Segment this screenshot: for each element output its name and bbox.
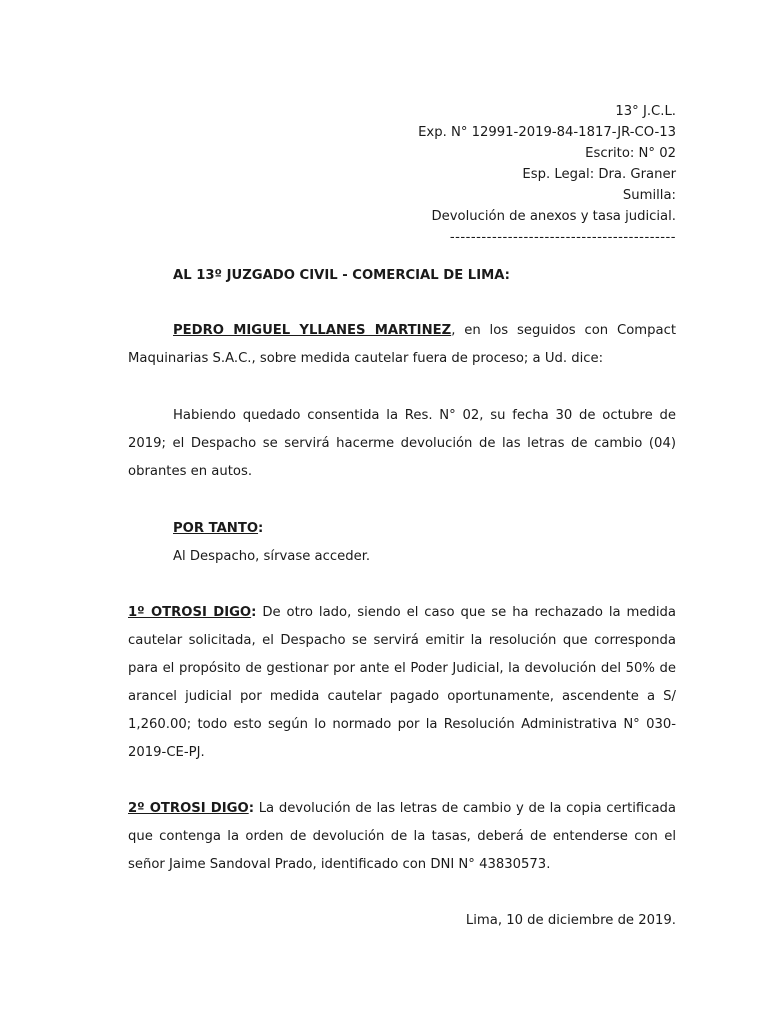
petitioner-name: PEDRO MIGUEL YLLANES MARTINEZ — [173, 323, 452, 338]
otrosi-2-colon: : — [248, 801, 254, 816]
por-tanto-colon: : — [258, 521, 264, 536]
otrosi-1-colon: : — [251, 605, 257, 620]
summary-text: Devolución de anexos y tasa judicial. — [431, 209, 676, 224]
por-tanto-heading — [128, 515, 676, 543]
por-tanto-label: POR TANTO — [173, 521, 259, 536]
file-number: Exp. N° 12991-2019-84-1817-JR-CO-13 — [418, 125, 676, 140]
writ-number: Escrito: N° 02 — [585, 146, 676, 161]
intro-paragraph — [128, 317, 676, 373]
otrosi-1-label: 1º OTROSI DIGO — [128, 605, 252, 620]
document-body — [128, 262, 676, 935]
otrosi-1-text: De otro lado, siendo el caso que se ha rechazado la medida cautelar solicitada, el Despacho se servirá emitir la resolución que corresponda para el propósito de gestionar por ante el Poder Judicial, la devolución del 50% de arancel judicial por medida cautelar pagado oportunamente, ascendente a S/ 1,260.00; todo esto según lo normado por la Resolución Administrativa N° 030-2019-CE-PJ. — [128, 605, 676, 760]
por-tanto-text: Al Despacho, sírvase acceder. — [173, 549, 371, 564]
main-paragraph: Habiendo quedado consentida la Res. N° 02, su fecha 30 de octubre de 2019; el Despacho se servirá hacerme devolución de las letras de cambio (04) obrantes en autos. — [128, 408, 676, 479]
otrosi-1-paragraph — [128, 599, 676, 767]
otrosi-2-label: 2º OTROSI DIGO — [128, 801, 249, 816]
date-line: Lima, 10 de diciembre de 2019. — [465, 913, 676, 928]
otrosi-2-paragraph — [128, 795, 676, 879]
legal-specialist: Esp. Legal: Dra. Graner — [522, 167, 676, 182]
addressee: AL 13º JUZGADO CIVIL - COMERCIAL DE LIMA: — [173, 268, 510, 283]
intro-text: , en los seguidos con Compact Maquinarias S.A.C., sobre medida cautelar fuera de proceso; a Ud. dice: — [128, 323, 676, 366]
header-rule: ------------------------------------------- — [449, 230, 676, 245]
court-line: 13° J.C.L. — [615, 104, 676, 119]
case-header — [418, 101, 676, 248]
otrosi-2-text: La devolución de las letras de cambio y de la copia certificada que contenga la orden de devolución de la tasas, deberá de entenderse con el señor Jaime Sandoval Prado, identificado con DNI N° 43830573. — [128, 801, 676, 872]
summary-label: Sumilla: — [622, 188, 676, 203]
